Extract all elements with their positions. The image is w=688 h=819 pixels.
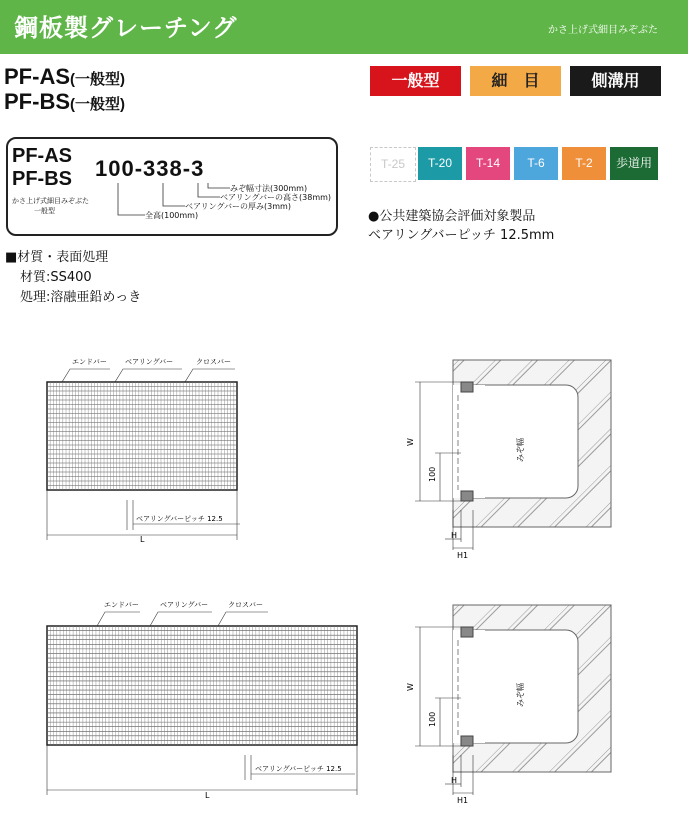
page-title: 鋼板製グレーチング bbox=[14, 14, 238, 42]
label-end-bar: エンドバー bbox=[104, 601, 139, 609]
label-pitch: ベアリングバーピッチ 12.5 bbox=[136, 515, 223, 523]
code-model-a: PF-AS bbox=[12, 145, 72, 167]
label-total-height: 全高(100mm) bbox=[145, 211, 199, 220]
code-model-desc2: 一般型 bbox=[34, 207, 55, 215]
load-class-t14: T-14 bbox=[466, 147, 510, 180]
tag-fine: 細 目 bbox=[470, 66, 561, 96]
label-length: L bbox=[205, 791, 210, 800]
grating-plan-diagram-2 bbox=[0, 590, 360, 815]
load-class-sidewalk: 歩道用 bbox=[610, 147, 658, 180]
cross-section-diagram-1 bbox=[395, 350, 625, 565]
label-bar-thickness: ベアリングバーの厚み(3mm) bbox=[185, 202, 291, 211]
code-segment: 3 bbox=[143, 156, 157, 181]
model-note: (一般型) bbox=[70, 96, 125, 113]
tag-gutter: 側溝用 bbox=[570, 66, 661, 96]
label-bar-height: ベアリングバーの高さ(38mm) bbox=[220, 193, 332, 202]
model-code: PF-AS bbox=[4, 64, 70, 89]
code-model-desc: かさ上げ式細目みぞぶた bbox=[12, 197, 89, 205]
tag-general: 一般型 bbox=[370, 66, 461, 96]
label-cross-bar: クロスバー bbox=[228, 601, 263, 609]
label-end-bar: エンドバー bbox=[72, 358, 107, 366]
code-segment: 38- bbox=[156, 156, 192, 181]
load-class-t20: T-20 bbox=[418, 147, 462, 180]
model-code: PF-BS bbox=[4, 89, 70, 114]
grating-plan-grid bbox=[47, 382, 237, 490]
code-segment: 3 bbox=[191, 156, 205, 181]
certified-note: ●公共建築協会評価対象製品 bbox=[368, 209, 536, 224]
label-length: L bbox=[140, 535, 145, 544]
label-h: H bbox=[451, 776, 458, 785]
code-segment: 100- bbox=[95, 156, 144, 181]
label-width: W bbox=[406, 438, 415, 446]
code-model-b: PF-BS bbox=[12, 168, 72, 190]
finish-line: 処理:溶融亜鉛めっき bbox=[20, 290, 142, 305]
load-class-t6: T-6 bbox=[514, 147, 558, 180]
label-bearing-bar: ベアリングバー bbox=[160, 601, 209, 609]
label-groove-width: みぞ幅 bbox=[516, 438, 525, 462]
page-subtitle: かさ上げ式細目みぞぶた bbox=[548, 25, 658, 36]
label-h1: H1 bbox=[457, 551, 469, 560]
label-h1: H1 bbox=[457, 796, 469, 805]
model-note: (一般型) bbox=[70, 71, 125, 88]
label-height-100: 100 bbox=[428, 466, 437, 482]
label-groove-width: みぞ幅 bbox=[516, 683, 525, 707]
grating-plan-grid bbox=[47, 626, 357, 745]
cross-section-diagram-2 bbox=[395, 595, 625, 810]
grating-plan-diagram-1 bbox=[0, 340, 360, 555]
label-bearing-bar: ベアリングバー bbox=[125, 358, 174, 366]
label-height-100: 100 bbox=[428, 711, 437, 727]
material-heading: ■材質・表面処理 bbox=[5, 250, 109, 265]
label-width: W bbox=[406, 683, 415, 691]
material-line: 材質:SS400 bbox=[20, 270, 92, 285]
label-cross-bar: クロスバー bbox=[196, 358, 231, 366]
load-class-t2: T-2 bbox=[562, 147, 606, 180]
pitch-note: ベアリングバーピッチ 12.5mm bbox=[368, 228, 555, 243]
load-class-t25: T-25 bbox=[370, 147, 416, 182]
label-groove-width: みぞ幅寸法(300mm) bbox=[230, 184, 308, 193]
label-pitch: ベアリングバーピッチ 12.5 bbox=[255, 765, 342, 773]
label-h: H bbox=[451, 531, 458, 540]
